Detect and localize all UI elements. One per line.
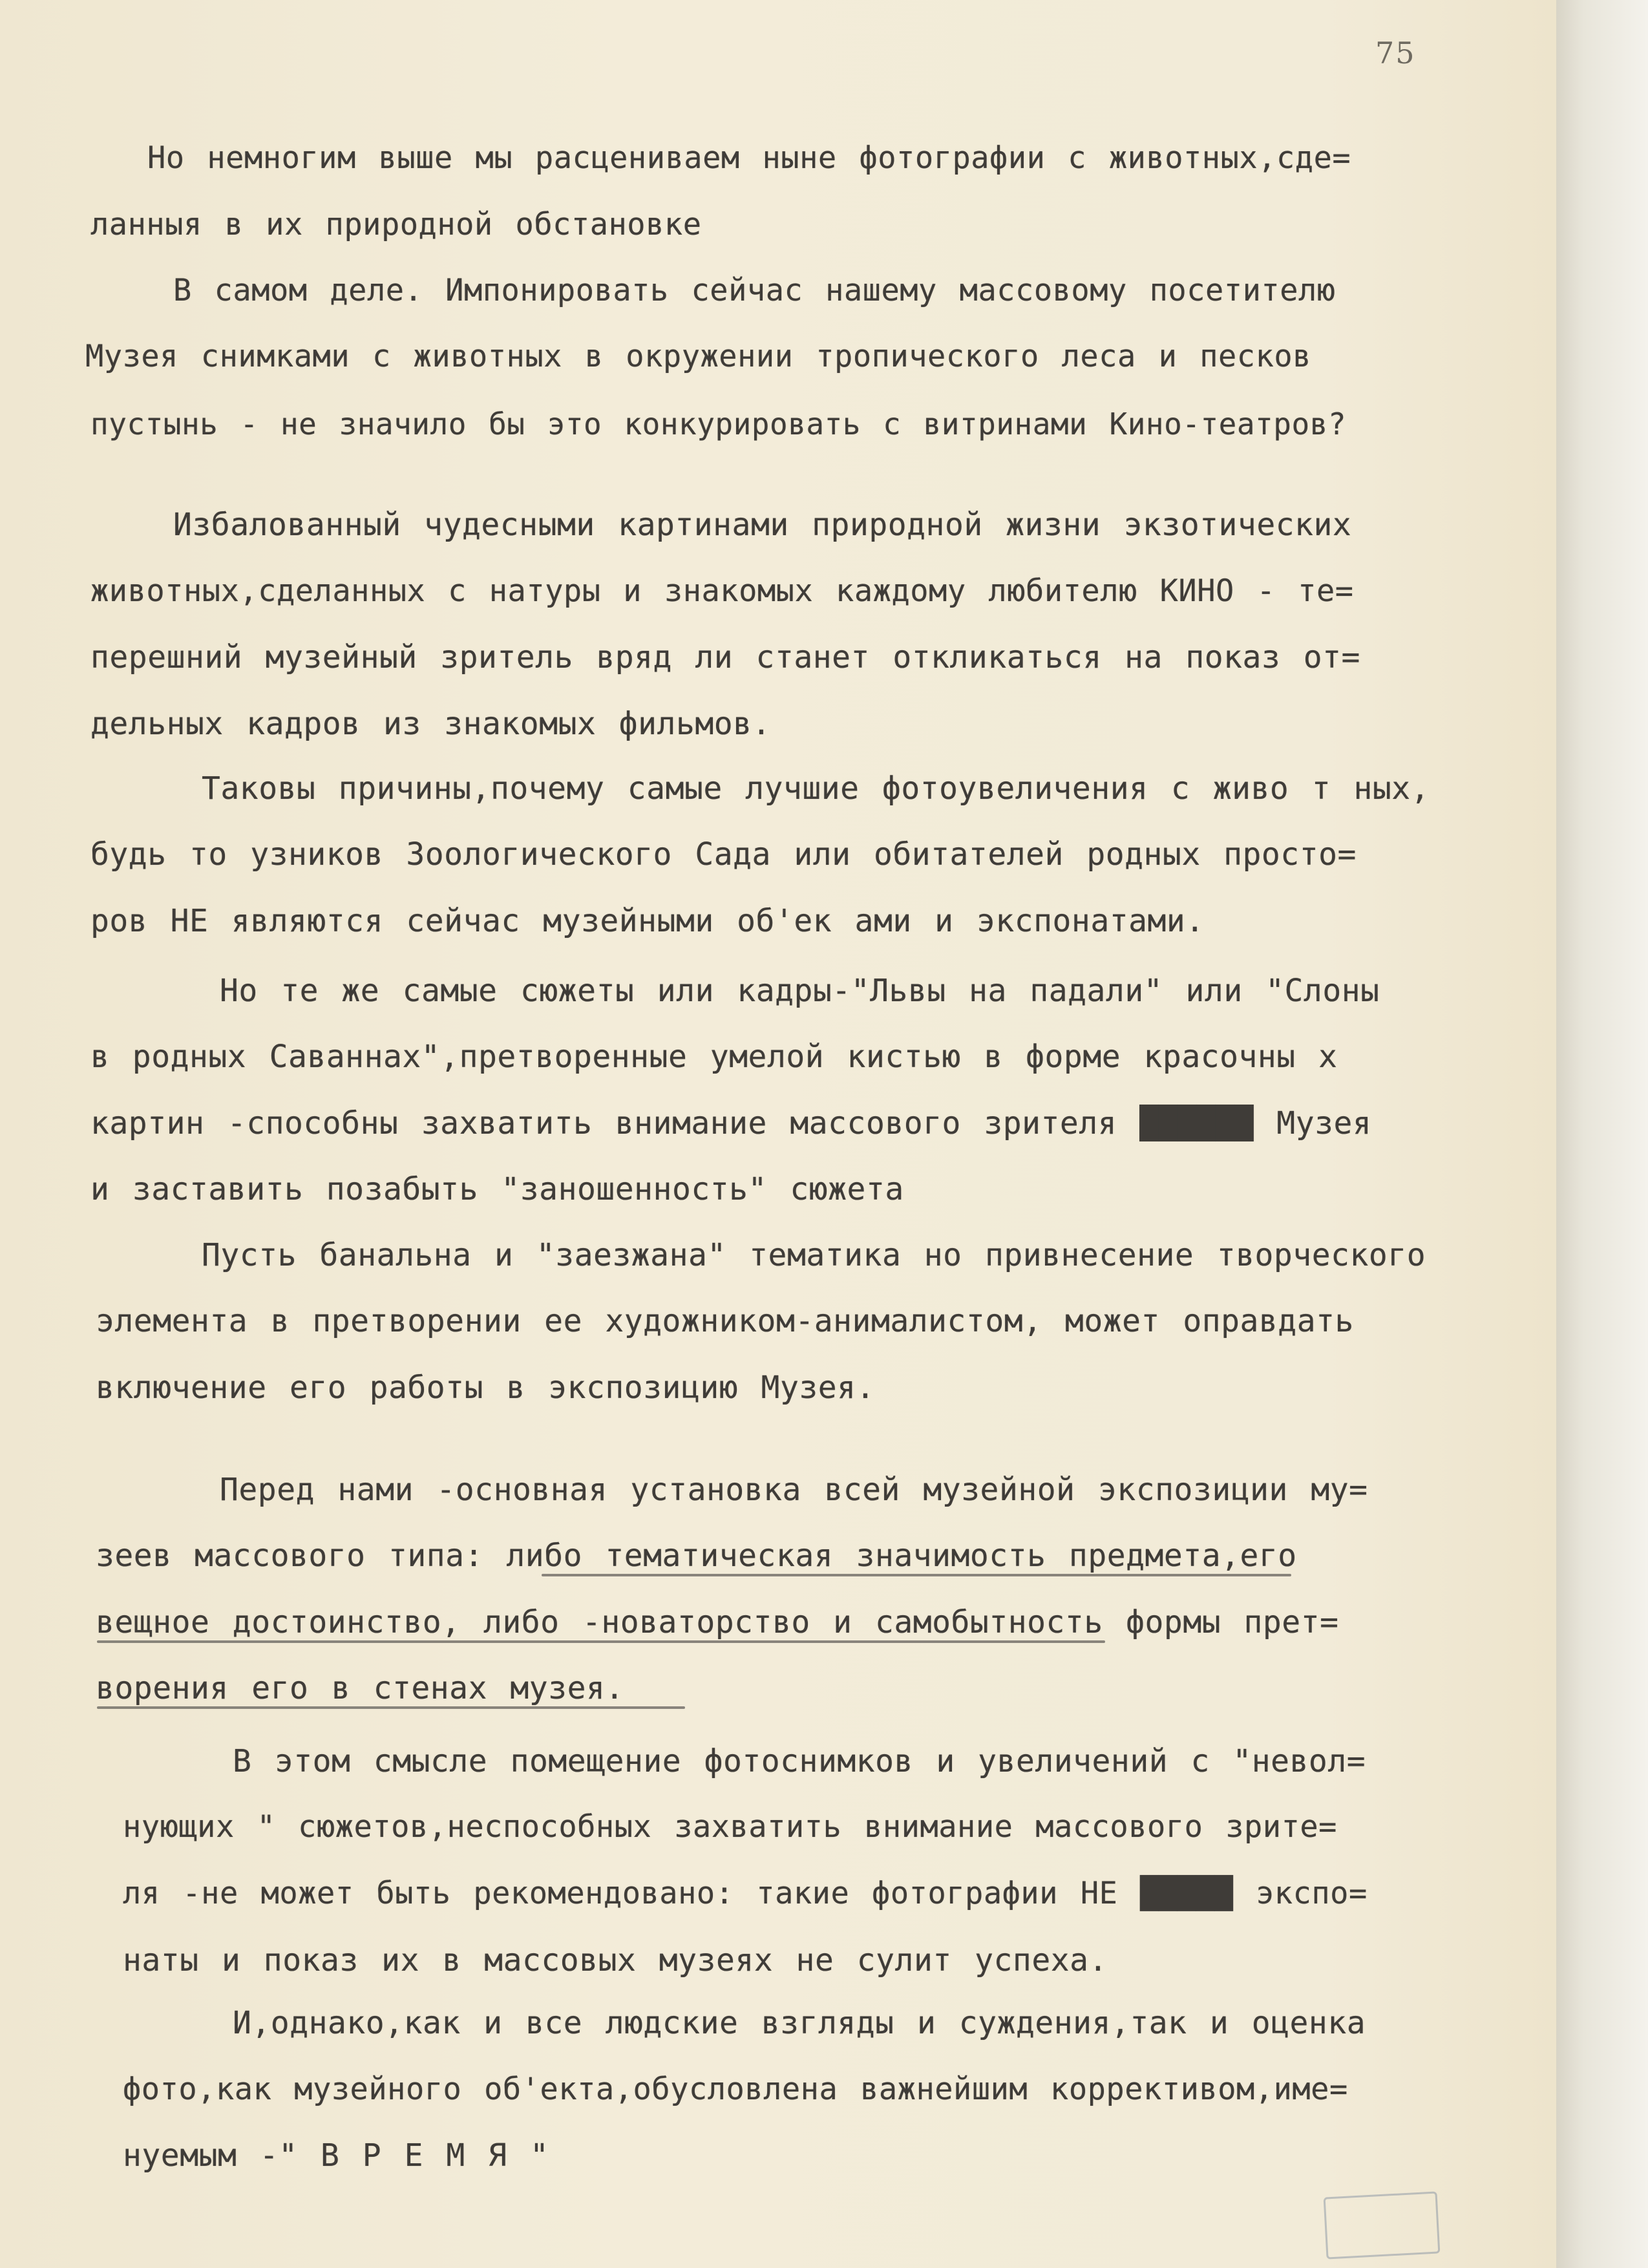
- text-line: Избалованный чудесными картинами природной жизни экзотических: [173, 507, 1352, 543]
- text-line: фото,как музейного об'екта,обусловлена важнейшим коррективом,име=: [123, 2072, 1348, 2107]
- pencil-underline: [97, 1640, 1105, 1643]
- text-line: нуемым -" В Р Е М Я ": [123, 2137, 549, 2174]
- text-line: дельных кадров из знакомых фильмов.: [90, 706, 771, 742]
- text-line: Музея снимками с животных в окружении тропического леса и песков: [85, 339, 1311, 374]
- text-line: Но немногим выше мы расцениваем ныне фотографии с животных,сде=: [147, 140, 1351, 176]
- text-line: пустынь - не значило бы это конкурировать с витринами Кино-театров?: [90, 407, 1347, 441]
- text-line: картин -способны захватить внимание массового зрителя ██████ Музея: [90, 1105, 1372, 1141]
- text-line: Пусть банальна и "заезжана" тематика но привнесение творческого: [202, 1237, 1426, 1273]
- text-line: В самом деле. Импонировать сейчас нашему массовому посетителю: [173, 273, 1336, 308]
- text-line: И,однако,как и все людские взгляды и суждения,так и оценка: [233, 2005, 1366, 2041]
- text-line: ров НЕ являются сейчас музейными об'ек ами и экспонатами.: [90, 903, 1205, 939]
- text-line: наты и показ их в массовых музеях не сулит успеха.: [123, 1942, 1108, 1978]
- archive-stamp: [1324, 2191, 1441, 2259]
- text-line: В этом смысле помещение фотоснимков и увеличений с "невол=: [233, 1743, 1366, 1779]
- page-number: 75: [1375, 36, 1416, 70]
- text-line: нующих " сюжетов,неспособных захватить внимание массового зрите=: [123, 1809, 1337, 1845]
- text-line: вещное достоинство, либо -новаторство и самобытность формы прет=: [96, 1604, 1339, 1640]
- text-line: элемента в претворении ее художником-анималистом, может оправдать: [96, 1303, 1354, 1339]
- text-line: будь то узников Зоологического Сада или обитателей родных просто=: [90, 836, 1357, 873]
- pencil-underline: [542, 1574, 1291, 1576]
- text-line: Таковы причины,почему самые лучшие фотоувеличения с живо т ных,: [202, 770, 1430, 807]
- text-line: и заставить позабыть "заношенность" сюжета: [90, 1171, 904, 1207]
- text-line: ланныя в их природной обстановке: [90, 207, 702, 242]
- text-line: Перед нами -основная установка всей музейной экспозиции му=: [220, 1472, 1368, 1508]
- text-line: ля -не может быть рекомендовано: такие фотографии НЕ █████ экспо=: [123, 1876, 1368, 1911]
- text-line: в родных Саваннах",претворенные умелой кистью в форме красочны х: [90, 1039, 1338, 1075]
- text-line: зеев массового типа: либо тематическая значимость предмета,его: [96, 1538, 1297, 1574]
- text-line: ворения его в стенах музея.: [96, 1670, 624, 1706]
- text-line: Но те же самые сюжеты или кадры-"Львы на падали" или "Слоны: [220, 973, 1380, 1009]
- pencil-underline: [97, 1706, 685, 1709]
- text-line: включение его работы в экспозицию Музея.: [96, 1370, 875, 1406]
- scan-margin: [1556, 0, 1648, 2268]
- text-line: перешний музейный зритель вряд ли станет откликаться на показ от=: [90, 639, 1360, 675]
- text-line: животных,сделанных с натуры и знакомых каждому любителю КИНО - те=: [90, 573, 1354, 609]
